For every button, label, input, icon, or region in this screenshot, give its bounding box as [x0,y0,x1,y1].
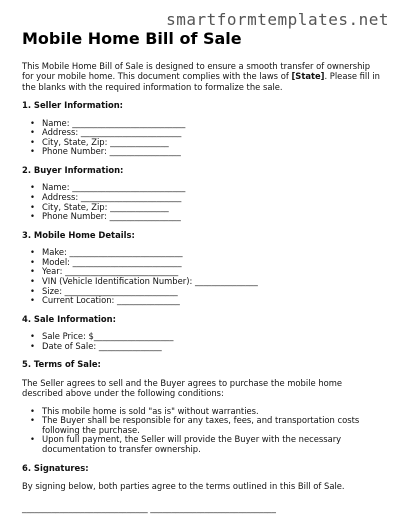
buyer-phone-field[interactable]: • Phone Number: _________________ [42,212,382,222]
seller-section-heading: 1. Seller Information: [22,100,124,111]
seller-name-field[interactable]: • Name: ___________________________ [42,119,382,129]
intro-text-start: This Mobile Home Bill of Sale is designed to ensure a smooth transfer of ownership for your mobile home. This document complies with the laws of [22,61,371,82]
buyer-city-state-zip-field[interactable]: • City, State, Zip: ______________ [42,203,382,213]
terms-paragraph: The Seller agrees to sell and the Buyer agrees to purchase the mobile home described above under the following conditions: [22,377,343,399]
home-vin-field[interactable]: • VIN (Vehicle Identification Number): _______________ [42,277,382,287]
intro-paragraph [22,61,382,92]
home-details-fields-list [22,248,382,306]
home-model-field[interactable]: • Model: __________________________ [42,258,382,268]
term-buyer-costs: • The Buyer shall be responsible for any taxes, fees, and transportation costs following the purchase. [42,416,382,435]
term-as-is: • This mobile home is sold "as is" without warranties. [42,407,382,417]
buyer-name-field[interactable]: • Name: ___________________________ [42,183,382,193]
term-documentation: • Upon full payment, the Seller will provide the Buyer with the necessary documentation to transfer ownership. [42,435,382,454]
signature-lines[interactable]: ______________________________ ______________________________ [22,503,276,514]
home-year-field[interactable]: • Year: ___________________________ [42,267,382,277]
document-title: Mobile Home Bill of Sale [22,29,242,48]
seller-fields-list [22,119,382,157]
home-size-field[interactable]: • Size: ___________________________ [42,287,382,297]
signatures-paragraph: By signing below, both parties agree to the terms outlined in this Bill of Sale. [22,480,345,491]
sale-price-field[interactable]: • Sale Price: $___________________ [42,332,382,342]
home-location-field[interactable]: • Current Location: _______________ [42,296,382,306]
document-page [22,29,382,514]
sale-date-field[interactable]: • Date of Sale: _______________ [42,342,382,352]
seller-phone-field[interactable]: • Phone Number: _________________ [42,147,382,157]
site-watermark: smartformtemplates.net [166,10,389,29]
signatures-section-heading: 6. Signatures: [22,462,89,473]
buyer-fields-list [22,183,382,221]
seller-address-field[interactable]: • Address: ________________________ [42,128,382,138]
home-details-section-heading: 3. Mobile Home Details: [22,229,135,240]
sale-fields-list [22,332,382,351]
home-make-field[interactable]: • Make: ___________________________ [42,248,382,258]
sale-section-heading: 4. Sale Information: [22,313,116,324]
terms-section-heading: 5. Terms of Sale: [22,359,101,370]
buyer-address-field[interactable]: • Address: ________________________ [42,193,382,203]
seller-city-state-zip-field[interactable]: • City, State, Zip: ______________ [42,138,382,148]
intro-text-end: . Please fill in the blanks with the required information to formalize the sale. [22,71,380,92]
state-placeholder: [State] [291,71,325,82]
terms-list [22,407,382,455]
buyer-section-heading: 2. Buyer Information: [22,165,124,175]
